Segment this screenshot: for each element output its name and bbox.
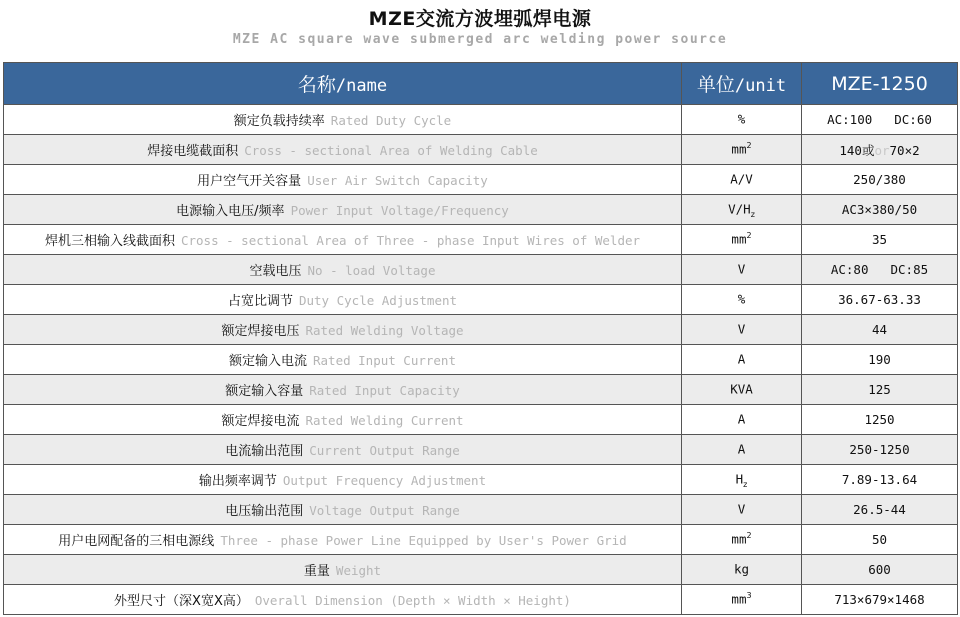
parameter-name-cell	[4, 585, 682, 615]
value-text: 713×679×1468	[834, 591, 925, 607]
value-post: 70×2	[889, 142, 920, 158]
parameter-name-cn: 焊接电缆截面积	[147, 144, 239, 159]
value-text: 50	[871, 531, 888, 547]
page-subtitle: MZE AC square wave submerged arc welding power source	[232, 32, 728, 47]
parameter-name-en: User Air Switch Capacity	[307, 173, 488, 188]
parameter-name-en: Current Output Range	[309, 443, 460, 458]
unit-cell	[682, 555, 802, 585]
parameter-name-cell	[4, 105, 682, 135]
parameter-name-cell	[4, 195, 682, 225]
parameter-name-cell	[4, 345, 682, 375]
table-row	[4, 285, 958, 315]
unit-base: %	[737, 110, 746, 126]
unit-cell	[682, 165, 802, 195]
unit-cell	[682, 375, 802, 405]
unit-base: KVA	[730, 380, 753, 396]
parameter-name-cn: 重量	[303, 564, 330, 579]
parameter-name-cn: 焊机三相输入线截面积	[44, 234, 175, 249]
parameter-name-cell	[4, 135, 682, 165]
table-row	[4, 465, 958, 495]
parameter-name-cell	[4, 315, 682, 345]
parameter-name-cn: 额定焊接电压	[221, 324, 300, 339]
parameter-name-en: Power Input Voltage/Frequency	[290, 203, 509, 218]
unit-base: kg	[733, 560, 750, 576]
unit-base: V/H	[728, 200, 751, 216]
parameter-name-cn: 空载电压	[249, 264, 302, 279]
parameter-name-en: Cross - sectional Area of Three - phase Input Wires of Welder	[180, 233, 641, 248]
parameter-name-en: Three - phase Power Line Equipped by User's Power Grid	[220, 533, 627, 548]
unit-base: V	[737, 260, 746, 276]
unit-cell	[682, 255, 802, 285]
parameter-name-cell	[4, 465, 682, 495]
table-row	[4, 405, 958, 435]
unit-base: A	[737, 440, 746, 456]
value-cell	[802, 255, 958, 285]
table-row	[4, 525, 958, 555]
table-row	[4, 225, 958, 255]
value-pre: 140或	[839, 142, 875, 158]
spec-table	[3, 62, 958, 615]
value-cell	[802, 165, 958, 195]
unit-cell	[682, 495, 802, 525]
value-cell	[802, 285, 958, 315]
value-dc: DC:85	[890, 261, 929, 277]
table-row	[4, 105, 958, 135]
value-dc: DC:60	[894, 111, 932, 127]
value-text: 250/380	[853, 171, 906, 187]
parameter-name-cell	[4, 495, 682, 525]
parameter-name-cn: 用户电网配备的三相电源线	[58, 534, 215, 549]
unit-cell	[682, 465, 802, 495]
value-cell	[802, 435, 958, 465]
value-cell	[802, 135, 958, 165]
parameter-name-cn: 额定负载持续率	[233, 114, 325, 129]
unit-superscript: 2	[746, 230, 752, 240]
unit-cell	[682, 525, 802, 555]
parameter-name-cell	[4, 405, 682, 435]
parameter-name-cn: 电源输入电压/频率	[176, 204, 285, 219]
parameter-name-en: Rated Input Current	[313, 353, 456, 368]
value-cell	[802, 555, 958, 585]
table-header-row	[4, 63, 958, 105]
parameter-name-cell	[4, 375, 682, 405]
value-or: or	[874, 142, 890, 158]
value-cell	[802, 375, 958, 405]
parameter-name-en: Rated Input Capacity	[309, 383, 460, 398]
value-text: 1250	[864, 411, 895, 427]
value-text: 250-1250	[849, 441, 910, 457]
value-text: 35	[871, 231, 888, 247]
unit-cell	[682, 135, 802, 165]
parameter-name-cn: 额定焊接电流	[221, 414, 300, 429]
page-title: MZE交流方波埋弧焊电源	[368, 8, 592, 30]
table-row	[4, 315, 958, 345]
value-text: 600	[868, 561, 891, 577]
value-cell	[802, 525, 958, 555]
column-header-unit: 单位/unit	[682, 63, 802, 105]
unit-superscript: 3	[746, 590, 752, 600]
unit-base: H	[735, 470, 744, 486]
parameter-name-en: No - load Voltage	[307, 263, 436, 278]
value-cell	[802, 585, 958, 615]
unit-superscript: 2	[746, 140, 752, 150]
table-row	[4, 555, 958, 585]
parameter-name-cell	[4, 255, 682, 285]
table-row	[4, 165, 958, 195]
unit-base: A	[737, 350, 746, 366]
parameter-name-cell	[4, 525, 682, 555]
parameter-name-cn: 输出频率调节	[198, 474, 277, 489]
unit-cell	[682, 285, 802, 315]
parameter-name-en: Cross - sectional Area of Welding Cable	[244, 143, 538, 158]
value-ac: AC:80	[830, 261, 869, 277]
unit-subscript: z	[750, 209, 755, 219]
value-text: 36.67-63.33	[838, 291, 921, 307]
unit-cell	[682, 105, 802, 135]
value-cell	[802, 225, 958, 255]
parameter-name-en: Voltage Output Range	[309, 503, 460, 518]
unit-base: mm	[731, 230, 747, 246]
parameter-name-cell	[4, 435, 682, 465]
parameter-name-cell	[4, 285, 682, 315]
parameter-name-en: Duty Cycle Adjustment	[298, 293, 458, 308]
unit-cell	[682, 345, 802, 375]
table-row	[4, 345, 958, 375]
parameter-name-cn: 额定输入电流	[228, 354, 307, 369]
parameter-name-en: Overall Dimension (Depth × Width × Height)	[254, 593, 571, 608]
table-row	[4, 495, 958, 525]
value-text: AC3×380/50	[841, 201, 918, 217]
value-cell	[802, 345, 958, 375]
parameter-name-en: Output Frequency Adjustment	[282, 473, 487, 488]
table-row	[4, 135, 958, 165]
unit-cell	[682, 195, 802, 225]
parameter-name-en: Rated Welding Current	[305, 413, 464, 428]
unit-base: A/V	[730, 170, 753, 186]
unit-base: %	[737, 290, 746, 306]
table-row	[4, 255, 958, 285]
unit-cell	[682, 225, 802, 255]
parameter-name-en: Weight	[335, 563, 382, 578]
value-cell	[802, 105, 958, 135]
unit-cell	[682, 435, 802, 465]
unit-base: mm	[731, 590, 747, 606]
parameter-name-cn: 额定输入容量	[225, 384, 304, 399]
parameter-name-en: Rated Duty Cycle	[330, 113, 452, 128]
unit-cell	[682, 315, 802, 345]
parameter-name-cn: 占宽比调节	[227, 294, 293, 309]
parameter-name-en: Rated Welding Voltage	[305, 323, 464, 338]
value-ac: AC:100	[827, 111, 873, 127]
parameter-name-cn: 用户空气开关容量	[197, 174, 302, 189]
unit-superscript: 2	[746, 530, 752, 540]
table-row	[4, 195, 958, 225]
table-row	[4, 585, 958, 615]
unit-cell	[682, 585, 802, 615]
value-text: 26.5-44	[853, 501, 906, 517]
parameter-name-cell	[4, 225, 682, 255]
value-text: 44	[871, 321, 888, 337]
unit-base: V	[737, 500, 746, 516]
table-row	[4, 435, 958, 465]
parameter-name-cell	[4, 555, 682, 585]
value-text: 190	[868, 351, 891, 367]
value-text: 7.89-13.64	[841, 471, 918, 487]
parameter-name-cell	[4, 165, 682, 195]
value-text: 125	[868, 381, 891, 397]
unit-cell	[682, 405, 802, 435]
value-cell	[802, 465, 958, 495]
value-cell	[802, 315, 958, 345]
unit-base: V	[737, 320, 746, 336]
parameter-name-cn: 电流输出范围	[225, 444, 304, 459]
unit-subscript: z	[743, 479, 748, 489]
unit-base: A	[737, 410, 746, 426]
parameter-name-cn: 外型尺寸（深X宽X高）	[114, 594, 249, 609]
column-header-name: 名称/name	[4, 63, 682, 105]
unit-base: mm	[731, 530, 747, 546]
value-cell	[802, 405, 958, 435]
column-header-model: MZE-1250	[802, 63, 958, 105]
table-row	[4, 375, 958, 405]
unit-base: mm	[731, 140, 747, 156]
value-cell	[802, 495, 958, 525]
parameter-name-cn: 电压输出范围	[225, 504, 304, 519]
value-cell	[802, 195, 958, 225]
